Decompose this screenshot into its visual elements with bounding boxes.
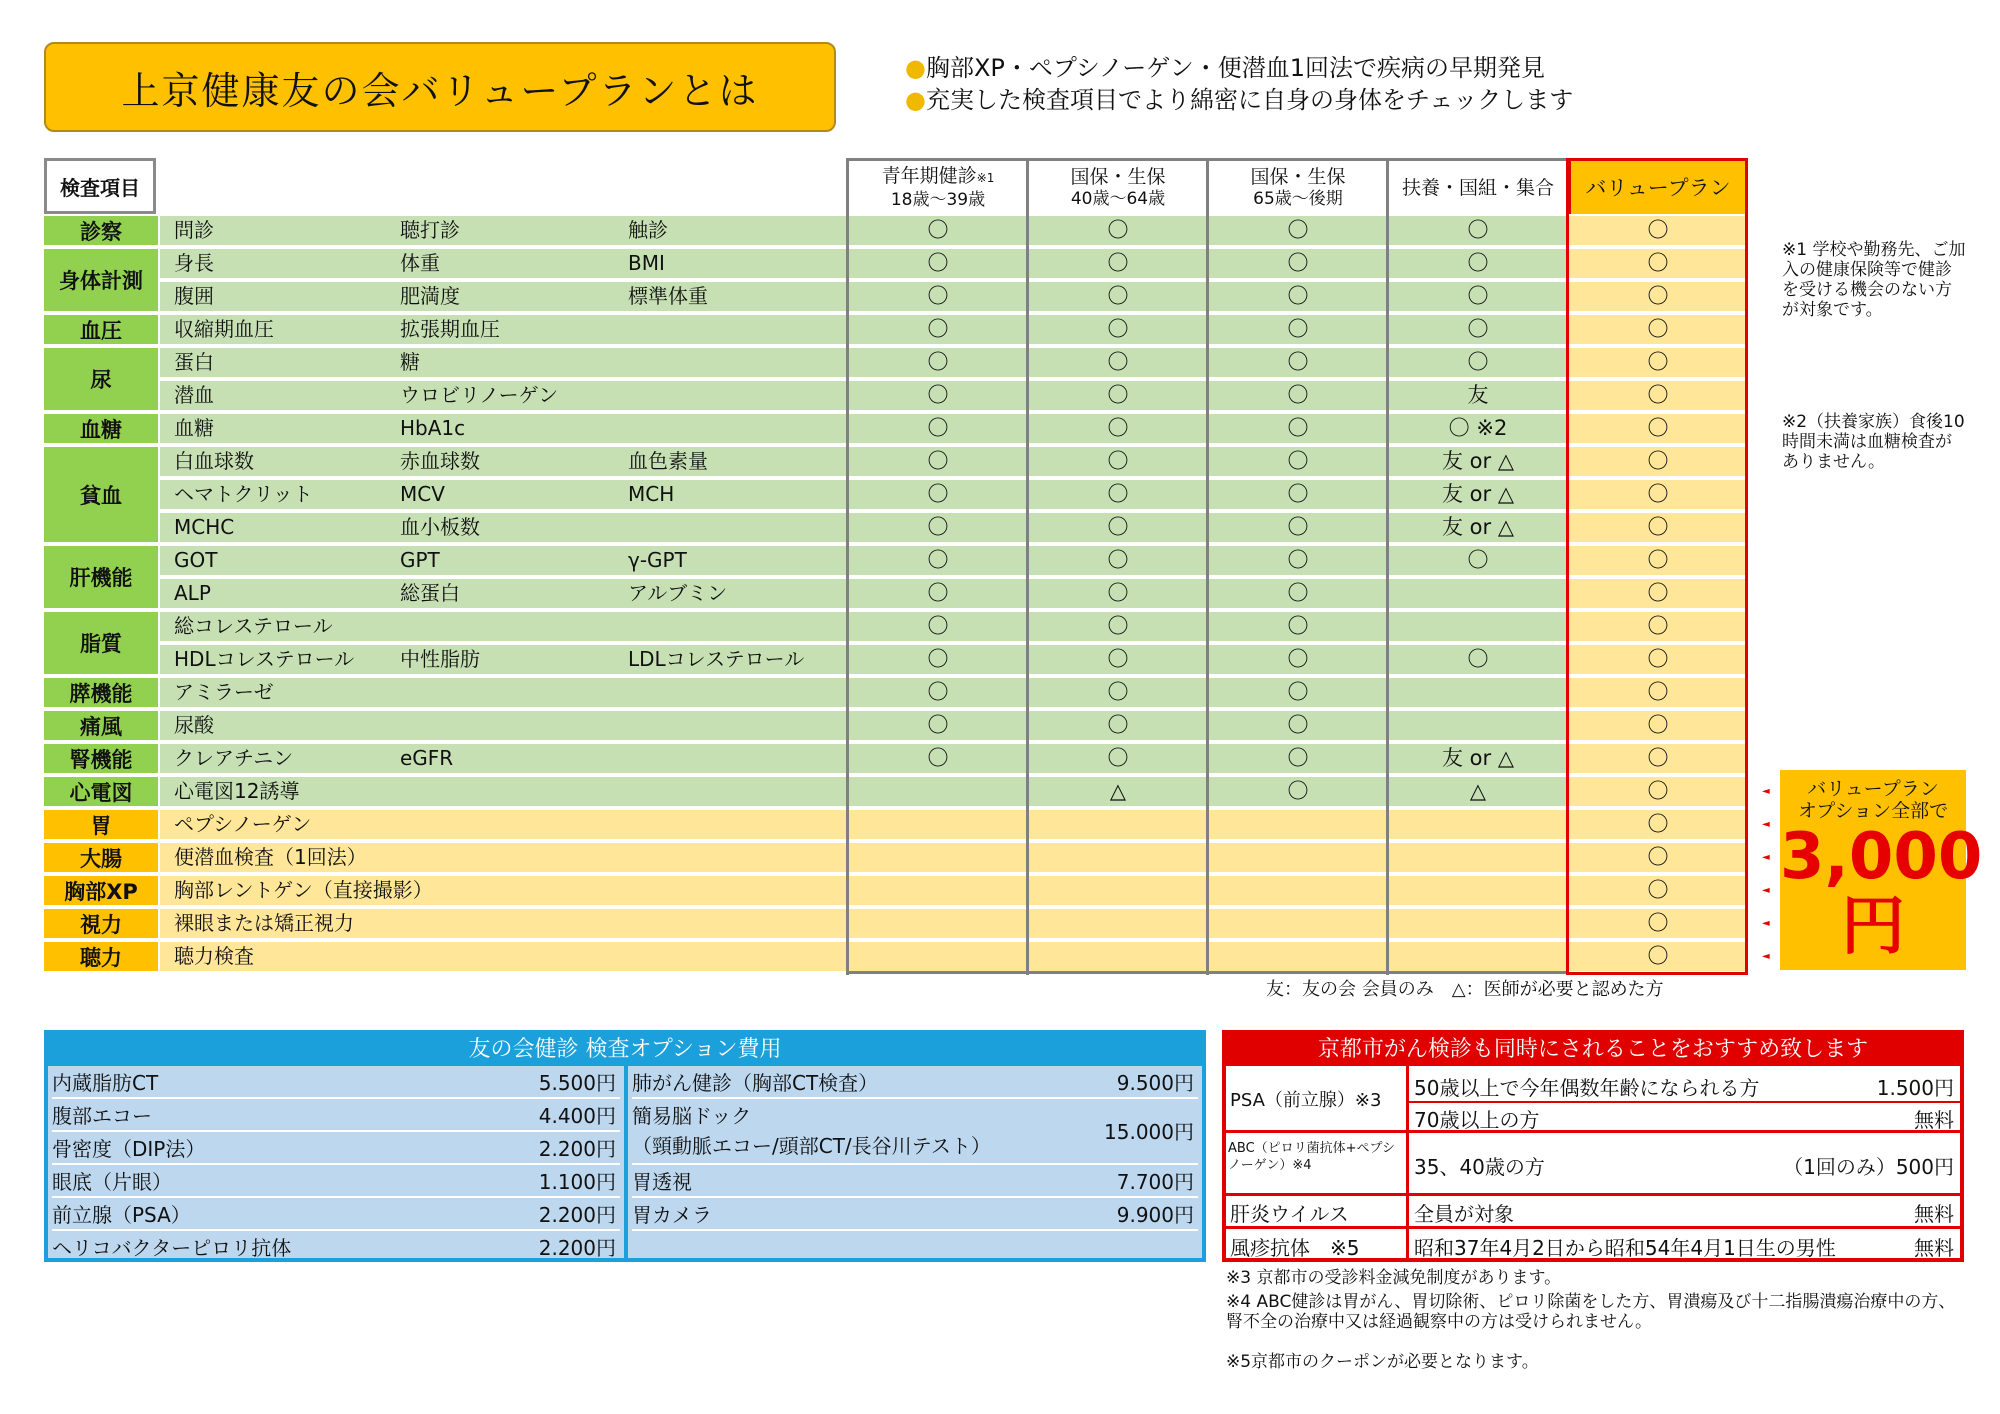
coverage-mark: 〇 — [927, 515, 949, 539]
table-row — [160, 810, 1748, 839]
coverage-mark: 〇 — [1647, 944, 1669, 968]
exam-item: HbA1c — [400, 416, 466, 440]
coverage-mark: 〇 — [1107, 449, 1129, 473]
coverage-mark: 〇 — [1287, 713, 1309, 737]
exam-item: 肥満度 — [400, 284, 460, 308]
option-price: 9.500円 — [1116, 1071, 1194, 1095]
exam-item: 潜血 — [174, 383, 214, 407]
exam-item: ペプシノーゲン — [174, 812, 312, 836]
table-header-label: 検査項目 — [44, 158, 156, 214]
coverage-mark: 〇 — [1107, 218, 1129, 242]
abc-price: （1回のみ）500円 — [1783, 1155, 1954, 1179]
option-name: ヘリコバクターピロリ抗体 — [52, 1236, 292, 1260]
coverage-mark: 〇 — [1107, 680, 1129, 704]
coverage-mark: 〇 — [1647, 614, 1669, 638]
exam-item: 標準体重 — [628, 284, 708, 308]
exam-item: 収縮期血圧 — [174, 317, 274, 341]
option-fee-header: 友の会健診 検査オプション費用 — [48, 1034, 1202, 1066]
coverage-mark: 〇 — [1107, 548, 1129, 572]
coverage-mark: 〇 — [1467, 647, 1489, 671]
coverage-mark: 〇 — [1287, 647, 1309, 671]
column-header-title: バリュープラン — [1585, 175, 1731, 200]
coverage-mark: 友 — [1467, 383, 1489, 407]
category-label: 胃 — [44, 810, 158, 839]
page-title: 上京健康友の会バリュープランとは — [44, 42, 836, 132]
coverage-mark: 〇 — [927, 416, 949, 440]
exam-item: γ-GPT — [628, 548, 687, 572]
option-row — [52, 1233, 620, 1264]
exam-item: 問診 — [174, 218, 214, 242]
hep-label: 肝炎ウイルス — [1230, 1202, 1349, 1226]
coverage-mark: 〇 — [1647, 416, 1669, 440]
table-row — [160, 909, 1748, 938]
option-row — [52, 1068, 620, 1099]
coverage-mark: 〇 — [1107, 482, 1129, 506]
coverage-mark: 〇 — [1287, 317, 1309, 341]
option-row — [632, 1167, 1198, 1198]
coverage-mark: △ — [1469, 779, 1487, 803]
price-amount: 3,000 — [1780, 820, 1983, 894]
psa-label: PSA（前立腺）※3 — [1230, 1090, 1382, 1111]
coverage-mark: 〇 — [927, 482, 949, 506]
option-row — [632, 1068, 1198, 1099]
category-label: 身体計測 — [44, 249, 158, 311]
exam-item: ウロビリノーゲン — [400, 383, 559, 407]
exam-item: 身長 — [174, 251, 214, 275]
coverage-mark: 〇 — [1647, 878, 1669, 902]
exam-item: 総コレステロール — [174, 614, 333, 638]
option-row — [632, 1200, 1198, 1231]
abc-desc: 35、40歳の方 — [1414, 1155, 1545, 1179]
pointer-arrow-icon: ◄ — [1762, 852, 1770, 863]
exam-item: 蛋白 — [174, 350, 214, 374]
pointer-arrow-icon: ◄ — [1762, 951, 1770, 962]
footnote-5: ※5京都市のクーポンが必要となります。 — [1226, 1352, 1539, 1372]
category-label: 視力 — [44, 909, 158, 938]
coverage-mark: 〇 — [1287, 284, 1309, 308]
pointer-arrow-icon: ◄ — [1762, 918, 1770, 929]
coverage-mark: 〇 — [927, 350, 949, 374]
footnote-3: ※3 京都市の受診料金減免制度があります。 — [1226, 1268, 1562, 1288]
option-name-detail: （頸動脈エコー/頭部CT/長谷川テスト） — [632, 1134, 991, 1158]
exam-item: 血小板数 — [400, 515, 480, 539]
psa-desc-1: 50歳以上で今年偶数年齢になられる方 — [1414, 1076, 1760, 1100]
exam-item: 胸部レントゲン（直接撮影） — [174, 878, 433, 902]
coverage-mark: 〇 — [1647, 383, 1669, 407]
exam-item: HDLコレステロール — [174, 647, 355, 671]
bullet-2: 充実した検査項目でより綿密に自身の身体をチェックします — [925, 86, 1574, 114]
coverage-mark: 〇 — [1467, 317, 1489, 341]
exam-item: LDLコレステロール — [628, 647, 805, 671]
option-price: 5.500円 — [538, 1071, 616, 1095]
exam-item: クレアチニン — [174, 746, 294, 770]
coverage-mark: 〇 — [1467, 548, 1489, 572]
side-note-2: ※2（扶養家族）食後10時間未満は血糖検査がありません。 — [1782, 412, 1965, 472]
coverage-mark: 〇 — [1107, 581, 1129, 605]
option-price: 2.200円 — [538, 1203, 616, 1227]
option-fee-panel — [44, 1030, 1206, 1262]
coverage-mark: 〇 ※2 — [1448, 416, 1508, 440]
coverage-mark: 〇 — [1647, 548, 1669, 572]
exam-item: 中性脂肪 — [400, 647, 480, 671]
column-header-age: 18歳～39歳 — [890, 189, 986, 210]
exam-item: 白血球数 — [174, 449, 254, 473]
coverage-mark: 〇 — [1287, 449, 1309, 473]
option-row — [632, 1101, 1198, 1165]
pointer-arrow-icon: ◄ — [1762, 819, 1770, 830]
coverage-mark: 〇 — [1647, 581, 1669, 605]
coverage-mark: △ — [1109, 779, 1127, 803]
category-label: 血糖 — [44, 414, 158, 443]
coverage-mark: 〇 — [1647, 680, 1669, 704]
option-name: 骨密度（DIP法） — [52, 1137, 206, 1161]
coverage-mark: 〇 — [1647, 251, 1669, 275]
coverage-mark: 〇 — [927, 713, 949, 737]
coverage-mark: 〇 — [1107, 284, 1129, 308]
option-name: 胃透視 — [632, 1170, 692, 1194]
coverage-mark: 〇 — [1647, 779, 1669, 803]
coverage-mark: 〇 — [1647, 515, 1669, 539]
coverage-mark: 〇 — [927, 317, 949, 341]
column-header-title: 国保・生保 — [1250, 165, 1346, 188]
exam-item: 触診 — [628, 218, 668, 242]
coverage-mark: 〇 — [1107, 713, 1129, 737]
exam-item: BMI — [628, 251, 665, 275]
value-plan-frame — [1566, 158, 1748, 975]
exam-item: ALP — [174, 581, 211, 605]
coverage-mark: 〇 — [1287, 515, 1309, 539]
coverage-mark: 〇 — [1647, 911, 1669, 935]
column-header-age: 65歳～後期 — [1253, 188, 1343, 209]
coverage-mark: 〇 — [1647, 482, 1669, 506]
option-name: 眼底（片眼） — [52, 1170, 172, 1194]
exam-item: 血糖 — [174, 416, 214, 440]
option-price: 2.200円 — [538, 1137, 616, 1161]
value-plan-price-box — [1780, 770, 1983, 970]
coverage-mark: 〇 — [1107, 515, 1129, 539]
psa-price-1: 1.500円 — [1876, 1076, 1954, 1100]
abc-label: ABC（ピロリ菌抗体+ペプシノーゲン）※4 — [1228, 1141, 1396, 1173]
gan-header: 京都市がん検診も同時にされることをおすすめ致します — [1226, 1034, 1960, 1066]
coverage-mark: 〇 — [1107, 647, 1129, 671]
bullet-1: 胸部XP・ペプシノーゲン・便潜血1回法で疾病の早期発見 — [925, 54, 1546, 82]
exam-item: 体重 — [400, 251, 440, 275]
price-unit: 円 — [1841, 890, 1905, 964]
coverage-mark: 〇 — [927, 614, 949, 638]
coverage-mark: 〇 — [1287, 548, 1309, 572]
table-row — [160, 942, 1748, 971]
bullet-dot-icon: ● — [905, 54, 926, 82]
exam-item: アルブミン — [628, 581, 728, 605]
bullet-dot-icon: ● — [905, 86, 926, 114]
column-header-age: 40歳～64歳 — [1070, 188, 1166, 209]
category-label: 血圧 — [44, 315, 158, 344]
coverage-mark: 〇 — [927, 449, 949, 473]
exam-item: eGFR — [400, 746, 454, 770]
column-header-0 — [848, 158, 1028, 214]
coverage-mark: 〇 — [1467, 251, 1489, 275]
category-label: 痛風 — [44, 711, 158, 740]
table-legend: 友：友の会 会員のみ △：医師が必要と認めた方 — [1266, 979, 1664, 1000]
coverage-mark: 〇 — [927, 218, 949, 242]
option-name: 簡易脳ドック — [632, 1104, 752, 1128]
category-label: 大腸 — [44, 843, 158, 872]
option-name: 内蔵脂肪CT — [52, 1071, 159, 1095]
coverage-mark: 〇 — [1647, 713, 1669, 737]
coverage-mark: 〇 — [1647, 812, 1669, 836]
coverage-mark: 〇 — [1107, 746, 1129, 770]
coverage-mark: 〇 — [1647, 350, 1669, 374]
coverage-mark: 友 or △ — [1442, 746, 1514, 770]
rub-desc: 昭和37年4月2日から昭和54年4月1日生の男性 — [1414, 1236, 1836, 1260]
coverage-mark: 〇 — [1647, 284, 1669, 308]
coverage-mark: 〇 — [1287, 416, 1309, 440]
column-header-title: 国保・生保 — [1070, 165, 1166, 188]
option-price: 2.200円 — [538, 1236, 616, 1260]
exam-item: 聴打診 — [400, 218, 460, 242]
coverage-mark: 〇 — [1107, 383, 1129, 407]
footnote-4: ※4 ABC健診は胃がん、胃切除術、ピロリ除菌をした方、胃潰瘍及び十二指腸潰瘍治療中の方、腎不全の治療中又は経過観察中の方は受けられません。 — [1226, 1292, 1956, 1332]
category-label: 脂質 — [44, 612, 158, 674]
coverage-mark: 〇 — [1107, 251, 1129, 275]
coverage-mark: 〇 — [927, 251, 949, 275]
exam-item: MCHC — [174, 515, 235, 539]
coverage-mark: 〇 — [1107, 317, 1129, 341]
option-row — [52, 1200, 620, 1231]
coverage-mark: 〇 — [1287, 680, 1309, 704]
coverage-mark: 〇 — [927, 548, 949, 572]
exam-item: 総蛋白 — [400, 581, 460, 605]
coverage-mark: 友 or △ — [1442, 482, 1514, 506]
category-label: 肝機能 — [44, 546, 158, 608]
option-row — [52, 1167, 620, 1198]
coverage-mark: 〇 — [927, 647, 949, 671]
coverage-mark: 〇 — [927, 284, 949, 308]
coverage-mark: 〇 — [1107, 614, 1129, 638]
coverage-mark: 〇 — [927, 581, 949, 605]
exam-item: GPT — [400, 548, 440, 572]
category-label: 貧血 — [44, 447, 158, 542]
coverage-mark: 〇 — [1467, 284, 1489, 308]
psa-price-2: 無料 — [1914, 1108, 1954, 1132]
coverage-mark: 〇 — [1107, 416, 1129, 440]
pointer-arrow-icon: ◄ — [1762, 885, 1770, 896]
coverage-mark: 〇 — [927, 746, 949, 770]
coverage-mark: 〇 — [1467, 218, 1489, 242]
option-row — [52, 1101, 620, 1132]
rub-price: 無料 — [1914, 1236, 1954, 1260]
coverage-mark: 〇 — [1647, 746, 1669, 770]
coverage-mark: 〇 — [1287, 746, 1309, 770]
exam-item: 拡張期血圧 — [400, 317, 500, 341]
coverage-mark: 〇 — [1287, 251, 1309, 275]
option-row — [52, 1134, 620, 1165]
table-row — [160, 843, 1748, 872]
exam-item: 糖 — [400, 350, 420, 374]
feature-bullets — [905, 52, 1573, 116]
category-label: 腎機能 — [44, 744, 158, 773]
category-label: 診察 — [44, 216, 158, 245]
coverage-mark: 〇 — [1287, 581, 1309, 605]
coverage-mark: 〇 — [1107, 350, 1129, 374]
exam-item: 血色素量 — [628, 449, 708, 473]
option-price: 7.700円 — [1116, 1170, 1194, 1194]
column-header-note: ※1 — [976, 170, 995, 185]
coverage-mark: 〇 — [1647, 449, 1669, 473]
coverage-mark: 〇 — [927, 680, 949, 704]
column-header-3 — [1388, 158, 1568, 214]
option-price: 15.000円 — [1104, 1120, 1194, 1144]
column-header-1 — [1028, 158, 1208, 214]
exam-item: アミラーゼ — [174, 680, 274, 704]
exam-item: 心電図12誘導 — [174, 779, 300, 803]
column-header-title: 扶養・国組・集合 — [1401, 176, 1554, 199]
exam-item: GOT — [174, 548, 218, 572]
option-price: 4.400円 — [538, 1104, 616, 1128]
column-header-title: 青年期健診 — [881, 164, 977, 187]
exam-item: 便潜血検査（1回法） — [174, 845, 367, 869]
coverage-mark: 〇 — [1647, 317, 1669, 341]
category-label: 心電図 — [44, 777, 158, 806]
kyoto-cancer-screening-panel — [1222, 1030, 1964, 1262]
coverage-mark: 〇 — [1647, 218, 1669, 242]
category-label: 胸部XP — [44, 876, 158, 905]
coverage-mark: 〇 — [927, 383, 949, 407]
coverage-mark: 〇 — [1287, 482, 1309, 506]
exam-item: 聴力検査 — [174, 944, 254, 968]
exam-item: 裸眼または矯正視力 — [174, 911, 354, 935]
exam-item: 尿酸 — [174, 713, 214, 737]
rub-label: 風疹抗体 ※5 — [1230, 1236, 1360, 1260]
option-name: 胃カメラ — [632, 1203, 712, 1227]
coverage-mark: 〇 — [1287, 383, 1309, 407]
category-label: 膵機能 — [44, 678, 158, 707]
exam-item: ヘマトクリット — [174, 482, 313, 506]
coverage-mark: 〇 — [1647, 647, 1669, 671]
category-label: 尿 — [44, 348, 158, 410]
coverage-mark: 友 or △ — [1442, 449, 1514, 473]
option-price: 1.100円 — [538, 1170, 616, 1194]
coverage-mark: 〇 — [1287, 218, 1309, 242]
coverage-mark: 〇 — [1287, 350, 1309, 374]
side-note-1: ※1 学校や勤務先、ご加入の健康保険等で健診を受ける機会のない方が対象です。 — [1782, 240, 1966, 320]
exam-item: MCV — [400, 482, 445, 506]
hep-desc: 全員が対象 — [1414, 1202, 1514, 1226]
psa-desc-2: 70歳以上の方 — [1414, 1108, 1540, 1132]
option-name: 肺がん健診（胸部CT検査） — [632, 1071, 879, 1095]
column-header-2 — [1208, 158, 1388, 214]
option-name: 腹部エコー — [52, 1104, 152, 1128]
exam-item: MCH — [628, 482, 675, 506]
price-box-line1: バリュープラン — [1807, 778, 1939, 800]
hep-price: 無料 — [1914, 1202, 1954, 1226]
coverage-mark: 〇 — [1287, 779, 1309, 803]
option-name: 前立腺（PSA） — [52, 1203, 191, 1227]
coverage-mark: 〇 — [1287, 614, 1309, 638]
exam-item: 赤血球数 — [400, 449, 480, 473]
coverage-mark: 〇 — [1647, 845, 1669, 869]
category-label: 聴力 — [44, 942, 158, 971]
pointer-arrow-icon: ◄ — [1762, 786, 1770, 797]
coverage-mark: 友 or △ — [1442, 515, 1514, 539]
coverage-mark: 〇 — [1467, 350, 1489, 374]
exam-item: 腹囲 — [174, 284, 214, 308]
price-box-line2: オプション全部で — [1797, 800, 1949, 822]
option-price: 9.900円 — [1116, 1203, 1194, 1227]
